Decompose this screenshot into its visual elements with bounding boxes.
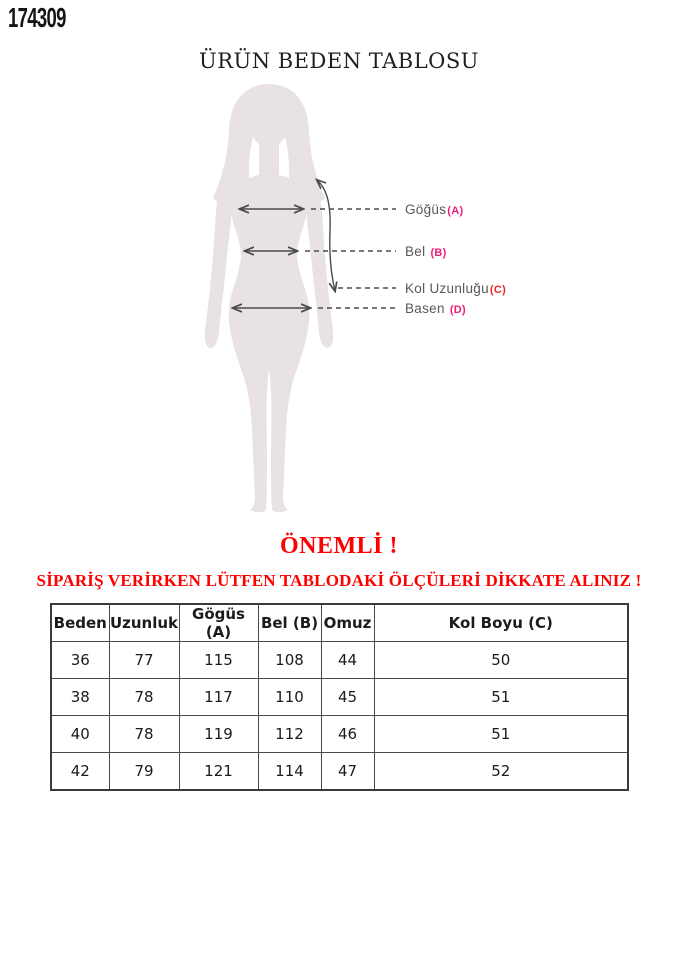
size-table-cell: 46 [321,716,374,753]
diagram-label-letter: (A) [447,205,464,217]
diagram-label-letter: (C) [489,284,507,296]
diagram-label-basen [405,301,466,316]
size-table-cell: 50 [374,642,628,679]
page-title: ÜRÜN BEDEN TABLOSU [199,49,479,73]
product-code: 174309 [8,2,66,33]
column-header-uzunluk: Uzunluk [109,604,179,642]
size-table-cell: 47 [321,753,374,791]
size-table-cell: 79 [109,753,179,791]
size-table-row [51,716,628,753]
diagram-label-gogus [405,202,463,217]
size-table-cell: 51 [374,716,628,753]
notice-heading: ÖNEMLİ ! [280,533,398,559]
diagram-label-bel [405,244,447,259]
size-table-cell: 52 [374,753,628,791]
diagram-label-text: Bel [405,244,430,259]
size-table-cell: 78 [109,716,179,753]
size-table-body [51,642,628,791]
size-table-row [51,753,628,791]
size-table-cell: 44 [321,642,374,679]
notice-subheading: SİPARİŞ VERİRKEN LÜTFEN TABLODAKİ ÖLÇÜLERİ DİKKATE ALINIZ ! [36,571,642,590]
size-table-cell: 77 [109,642,179,679]
size-table-cell: 36 [51,642,109,679]
diagram-label-text: Göğüs [405,202,447,217]
column-header-kol-boyu: Kol Boyu (C) [374,604,628,642]
size-table-cell: 45 [321,679,374,716]
diagram-label-text: Basen [405,301,449,316]
size-table-row [51,642,628,679]
size-table-cell: 115 [179,642,258,679]
size-table-cell: 121 [179,753,258,791]
column-header-omuz: Omuz [321,604,374,642]
diagram-label-letter: (B) [430,247,447,259]
size-table-cell: 40 [51,716,109,753]
size-table-cell: 108 [258,642,321,679]
size-table-cell: 112 [258,716,321,753]
size-table-cell: 110 [258,679,321,716]
size-table-row [51,679,628,716]
size-table-cell: 78 [109,679,179,716]
column-header-beden: Beden [51,604,109,642]
size-table [50,603,629,791]
size-table-cell: 42 [51,753,109,791]
female-silhouette-icon [205,84,334,512]
diagram-label-kol-uzunlugu [405,281,506,296]
size-table-cell: 117 [179,679,258,716]
size-table-cell: 119 [179,716,258,753]
diagram-label-text: Kol Uzunluğu [405,281,489,296]
size-table-header-row [51,604,628,642]
size-table-cell: 38 [51,679,109,716]
size-table-cell: 114 [258,753,321,791]
size-table-cell: 51 [374,679,628,716]
column-header-gogus: Gögüs (A) [179,604,258,642]
column-header-bel: Bel (B) [258,604,321,642]
diagram-label-letter: (D) [449,304,467,316]
